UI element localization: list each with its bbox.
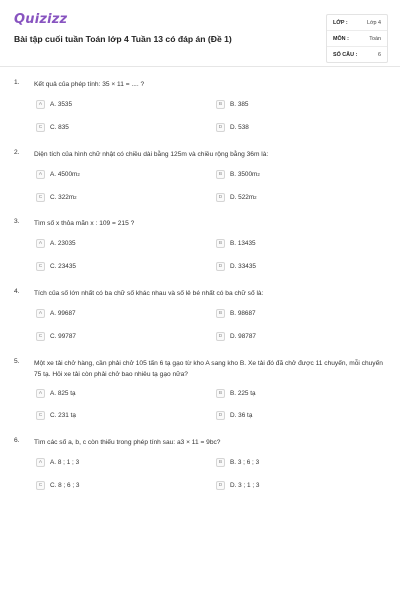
option-letter-box: D — [216, 262, 225, 271]
option-letter-box: B — [216, 389, 225, 398]
option-text: C. 231 tạ — [50, 412, 76, 419]
quizizz-logo: Quizizz — [14, 12, 68, 27]
option-b[interactable] — [216, 388, 256, 399]
option-a[interactable] — [36, 169, 80, 180]
option-a[interactable] — [36, 238, 76, 249]
meta-label: SỐ CÂU : — [333, 51, 358, 58]
header-divider — [0, 66, 400, 67]
option-text: A. 23035 — [50, 240, 76, 247]
option-text: D. 522m — [230, 194, 255, 201]
option-letter-box: C — [36, 262, 45, 271]
question-text: Diện tích của hình chữ nhật có chiều dài bằng 125m và chiều rộng bằng 36m là: — [34, 151, 269, 158]
superscript: 2 — [257, 172, 260, 177]
meta-row-subject — [327, 31, 387, 47]
superscript: 2 — [74, 195, 77, 200]
worksheet-title: Bài tập cuối tuần Toán lớp 4 Tuần 13 có đáp án (Đề 1) — [14, 34, 232, 44]
option-text: B. 13435 — [230, 240, 256, 247]
option-text: C. 8 ; 6 ; 3 — [50, 482, 80, 489]
option-text: C. 99787 — [50, 333, 76, 340]
meta-label: MÔN : — [333, 35, 349, 42]
option-text: A. 825 tạ — [50, 390, 76, 397]
option-text: D. 33435 — [230, 263, 256, 270]
option-letter-box: B — [216, 309, 225, 318]
worksheet-header — [14, 12, 388, 62]
option-letter-box: A — [36, 389, 45, 398]
option-c[interactable] — [36, 331, 76, 342]
option-d[interactable] — [216, 122, 249, 133]
option-text: B. 3 ; 6 ; 3 — [230, 459, 260, 466]
option-letter-box: C — [36, 481, 45, 490]
superscript: 2 — [77, 172, 80, 177]
meta-value: Lớp 4 — [366, 19, 381, 26]
meta-row-question-count — [327, 47, 387, 62]
option-d[interactable] — [216, 261, 256, 272]
meta-value: Toán — [369, 35, 381, 42]
option-letter-box: C — [36, 193, 45, 202]
meta-row-grade — [327, 15, 387, 31]
option-c[interactable] — [36, 192, 77, 203]
option-c[interactable] — [36, 261, 76, 272]
option-letter-box: A — [36, 170, 45, 179]
meta-label: LỚP : — [333, 19, 348, 26]
question-number: 6. — [14, 437, 20, 444]
option-a[interactable] — [36, 99, 72, 110]
question-text: Tích của số lớn nhất có ba chữ số khác nhau và số lẻ bé nhất có ba chữ số là: — [34, 290, 264, 297]
option-d[interactable] — [216, 331, 256, 342]
option-letter-box: C — [36, 411, 45, 420]
question-number: 1. — [14, 79, 20, 86]
option-letter-box: A — [36, 100, 45, 109]
option-text: B. 3500m — [230, 171, 258, 178]
option-d[interactable] — [216, 480, 259, 491]
superscript: 2 — [254, 195, 257, 200]
question-text: Một xe tải chở hàng, cần phải chở 105 tấn 6 tạ gạo từ kho A sang kho B. Xe tải đó đã chở được 11 chuyến, mỗi chuyến 75 tạ. Hỏi xe tải còn phải chở bao nhiêu tạ gạo nữa? — [34, 360, 383, 378]
option-c[interactable] — [36, 122, 69, 133]
option-b[interactable] — [216, 169, 260, 180]
option-letter-box: D — [216, 332, 225, 341]
option-text: C. 835 — [50, 124, 69, 131]
option-c[interactable] — [36, 410, 76, 421]
option-letter-box: B — [216, 239, 225, 248]
option-text: B. 385 — [230, 101, 249, 108]
option-c[interactable] — [36, 480, 79, 491]
option-text: B. 225 tạ — [230, 390, 256, 397]
option-a[interactable] — [36, 388, 76, 399]
option-letter-box: B — [216, 170, 225, 179]
question-text: Tìm các số a, b, c còn thiếu trong phép tính sau: a3 × 11 = 9bc? — [34, 439, 221, 446]
option-letter-box: C — [36, 332, 45, 341]
option-b[interactable] — [216, 99, 248, 110]
question-text: Kết quả của phép tính: 35 × 11 = .... ? — [34, 81, 145, 88]
option-letter-box: B — [216, 100, 225, 109]
option-text: D. 3 ; 1 ; 3 — [230, 482, 260, 489]
option-letter-box: A — [36, 458, 45, 467]
option-d[interactable] — [216, 410, 252, 421]
option-b[interactable] — [216, 238, 256, 249]
option-b[interactable] — [216, 457, 259, 468]
meta-value: 6 — [378, 51, 381, 58]
option-text: A. 8 ; 1 ; 3 — [50, 459, 80, 466]
option-b[interactable] — [216, 308, 256, 319]
option-letter-box: D — [216, 411, 225, 420]
option-text: D. 36 tạ — [230, 412, 253, 419]
option-text: B. 98687 — [230, 310, 256, 317]
question-number: 4. — [14, 288, 20, 295]
meta-box — [326, 14, 388, 63]
question-text: Tìm số x thỏa mãn x : 109 = 215 ? — [34, 220, 135, 227]
option-letter-box: A — [36, 309, 45, 318]
question-number: 3. — [14, 218, 20, 225]
option-text: A. 3535 — [50, 101, 73, 108]
question-number: 5. — [14, 358, 20, 365]
option-letter-box: D — [216, 193, 225, 202]
option-a[interactable] — [36, 308, 76, 319]
option-text: A. 99687 — [50, 310, 76, 317]
option-d[interactable] — [216, 192, 257, 203]
option-text: D. 538 — [230, 124, 249, 131]
option-text: A. 4500m — [50, 171, 78, 178]
option-letter-box: D — [216, 481, 225, 490]
option-letter-box: A — [36, 239, 45, 248]
option-text: D. 98787 — [230, 333, 256, 340]
option-text: C. 23435 — [50, 263, 76, 270]
option-a[interactable] — [36, 457, 79, 468]
question-number: 2. — [14, 149, 20, 156]
option-letter-box: D — [216, 123, 225, 132]
option-letter-box: B — [216, 458, 225, 467]
option-text: C. 322m — [50, 194, 75, 201]
option-letter-box: C — [36, 123, 45, 132]
